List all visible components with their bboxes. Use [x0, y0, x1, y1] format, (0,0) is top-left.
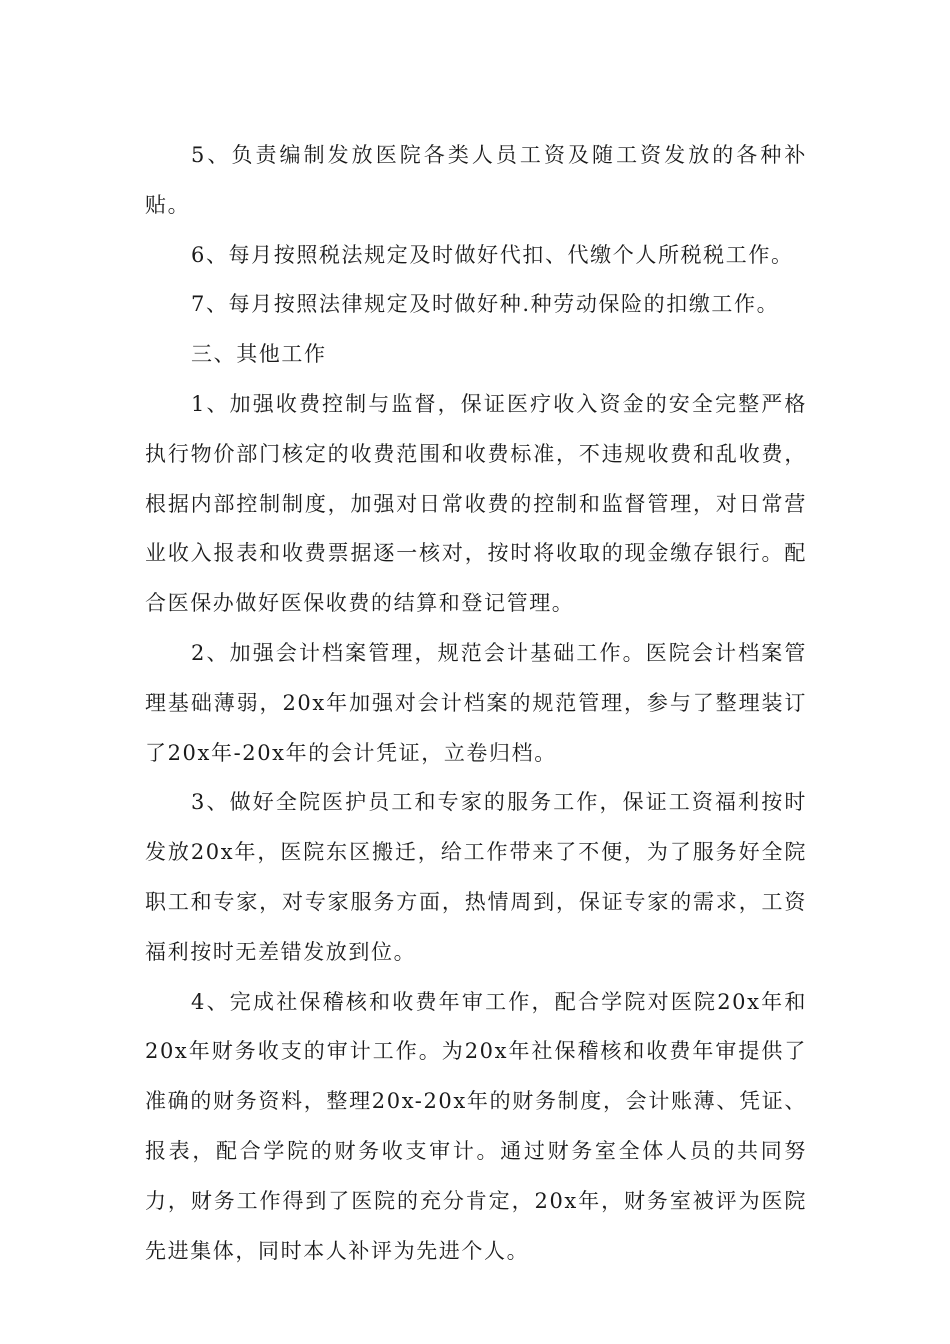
paragraph-other-2-archives: 2、加强会计档案管理，规范会计基础工作。医院会计档案管理基础薄弱，20x年加强对会计档案的规范管理，参与了整理装订了20x年-20x年的会计凭证，立卷归档。	[145, 640, 807, 765]
paragraph-other-3-staff-service: 3、做好全院医护员工和专家的服务工作，保证工资福利按时发放20x年，医院东区搬迁，给工作带来了不便，为了服务好全院职工和专家，对专家服务方面，热情周到，保证专家的需求，工资福利按时无差错发放到位。	[145, 790, 807, 964]
paragraph-item-7-insurance: 7、每月按照法律规定及时做好种.种劳动保险的扣缴工作。	[191, 292, 780, 317]
document-body	[145, 131, 807, 1276]
paragraph-item-5-salary: 5、负责编制发放医院各类人员工资及随工资发放的各种补贴。	[145, 143, 807, 217]
section-heading-other-work: 三、其他工作	[191, 342, 327, 367]
paragraph-item-6-tax: 6、每月按照税法规定及时做好代扣、代缴个人所税税工作。	[191, 242, 794, 267]
paragraph-other-4-audit: 4、完成社保稽核和收费年审工作，配合学院对医院20x年和20x年财务收支的审计工作。为20x年社保稽核和收费年审提供了准确的财务资料，整理20x-20x年的财务制度，会计账薄、凭证、报表，配合学院的财务收支审计。通过财务室全体人员的共同努力，财务工作得到了医院的充分肯定，20x年，财务室被评为医院先进集体，同时本人补评为先进个人。	[145, 989, 807, 1263]
paragraph-other-1-fee-control: 1、加强收费控制与监督，保证医疗收入资金的安全完整严格执行物价部门核定的收费范围和收费标准，不违规收费和乱收费，根据内部控制制度，加强对日常收费的控制和监督管理，对日常营业收入报表和收费票据逐一核对，按时将收取的现金缴存银行。配合医保办做好医保收费的结算和登记管理。	[145, 391, 807, 616]
